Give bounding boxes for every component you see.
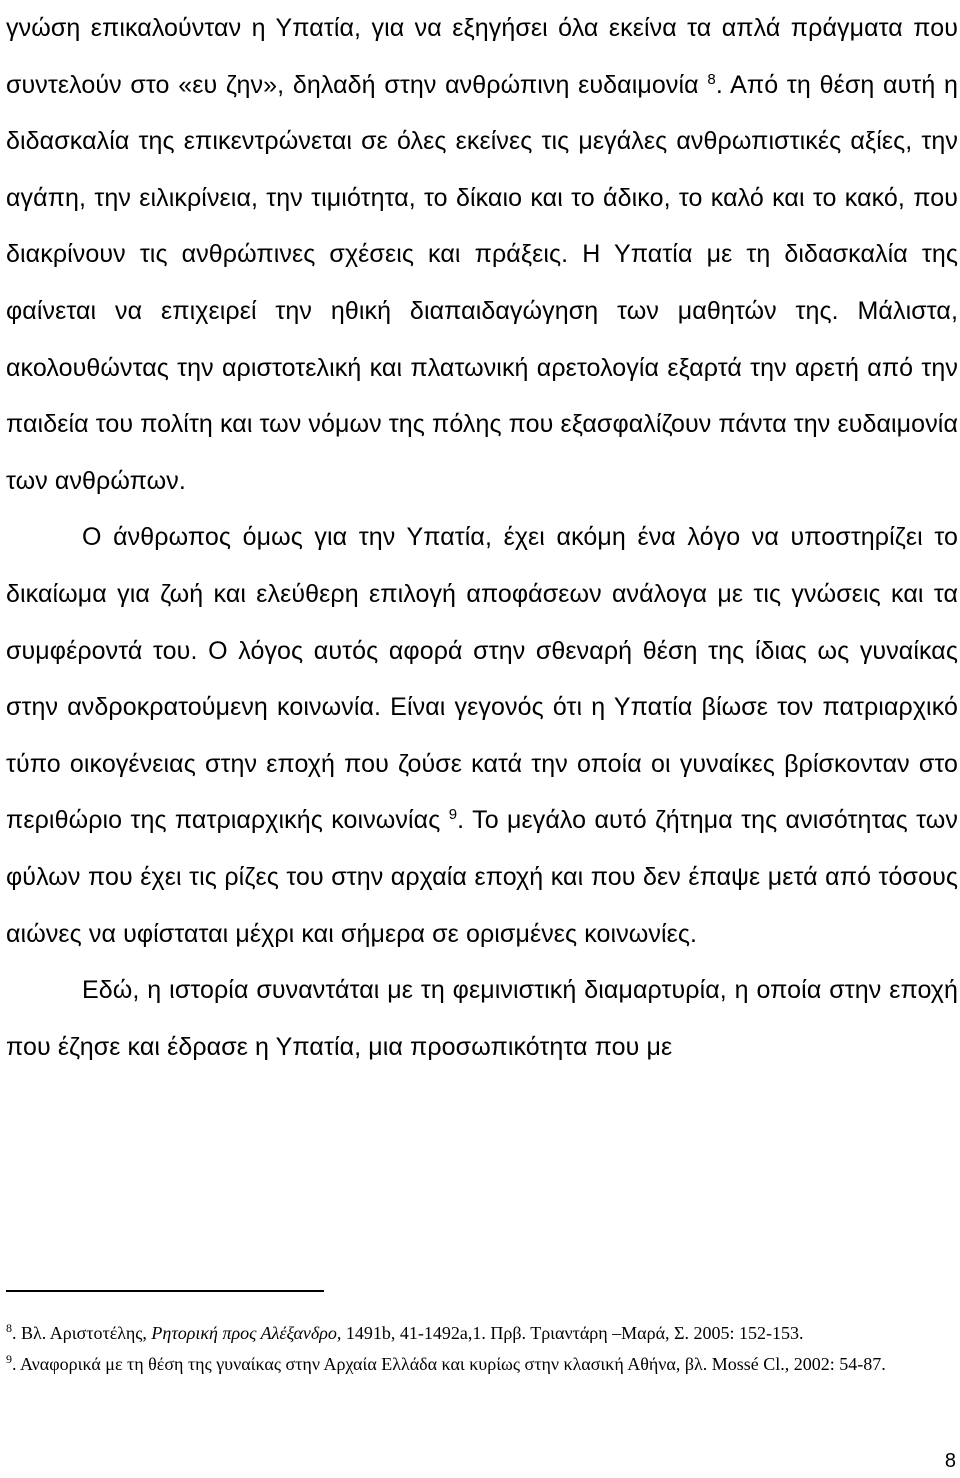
page-number: 8 bbox=[944, 1450, 956, 1472]
paragraph-1-text-b: . Από τη θέση αυτή η διδασκαλία της επικεντρώνεται σε όλες εκείνες τις μεγάλες ανθρωπιστικές αξίες, την αγάπη, την ειλικρίνεια, την τιμιότητα, το δίκαιο και το άδικο, το καλό και το κακό, που διακρίνουν τις ανθρώπινες σχέσεις και πράξεις. Η Υπατία με τη διδασκαλία της φαίνεται να επιχειρεί την ηθική διαπαιδαγώγηση των μαθητών της. Μάλιστα, ακολουθώντας την αριστοτελική και πλατωνική αρετολογία εξαρτά την αρετή από την παιδεία του πολίτη και των νόμων της πόλης που εξασφαλίζουν πάντα την ευδαιμονία των ανθρώπων. bbox=[6, 70, 958, 495]
body-text bbox=[6, 0, 958, 1075]
footnote-mark-9: 9 bbox=[6, 1352, 12, 1366]
footnotes bbox=[6, 1322, 958, 1384]
footnote-8-post: 1491b, 41-1492a,1. Πρβ. Τριαντάρη –Μαρά, Σ. 2005: 152-153. bbox=[341, 1323, 804, 1343]
footnote-8-pre: . Βλ. Αριστοτέλης, bbox=[12, 1323, 152, 1343]
footnote-9-text: . Αναφορικά με τη θέση της γυναίκας στην Αρχαία Ελλάδα και κυρίως στην κλασική Αθήνα, βλ. Mossé Cl., 2002: 54-87. bbox=[12, 1354, 886, 1374]
paragraph-2 bbox=[6, 509, 958, 962]
paragraph-2-text-a: Ο άνθρωπος όμως για την Υπατία, έχει ακόμη ένα λόγο να υποστηρίζει το δικαίωμα για ζωή και ελεύθερη επιλογή αποφάσεων ανάλογα με τις γνώσεις και τα συμφέροντά του. Ο λόγος αυτός αφορά στην σθεναρή θέση της ίδιας ως γυναίκας στην ανδροκρατούμενη κοινωνία. Είναι γεγονός ότι η Υπατία βίωσε τον πατριαρχικό τύπο οικογένειας στην εποχή που ζούσε κατά την οποία οι γυναίκες βρίσκονταν στο περιθώριο της πατριαρχικής κοινωνίας bbox=[6, 523, 958, 835]
footnote-9 bbox=[6, 1353, 958, 1376]
footnote-8-title: Ρητορική προς Αλέξανδρο, bbox=[151, 1323, 342, 1343]
paragraph-3 bbox=[6, 962, 958, 1075]
document-page bbox=[6, 0, 958, 1478]
paragraph-1-text-a: γνώση επικαλούνταν η Υπατία, για να εξηγήσει όλα εκείνα τα απλά πράγματα που συντελούν στο «ευ ζην», δηλαδή στην ανθρώπινη ευδαιμονία bbox=[6, 14, 958, 99]
footnote-ref-9[interactable]: 9 bbox=[448, 806, 458, 824]
paragraph-2-text-b: . Το μεγάλο αυτό ζήτημα της ανισότητας των φύλων που έχει τις ρίζες του στην αρχαία εποχή και που δεν έπαψε μετά από τόσους αιώνες να υφίσταται μέχρι και σήμερα σε ορισμένες κοινωνίες. bbox=[6, 806, 958, 948]
footnote-mark-8: 8 bbox=[6, 1321, 12, 1335]
footnote-8 bbox=[6, 1322, 958, 1345]
footnote-separator bbox=[6, 1290, 324, 1292]
footnote-ref-8[interactable]: 8 bbox=[707, 70, 716, 88]
paragraph-1 bbox=[6, 0, 958, 509]
paragraph-3-text: Εδώ, η ιστορία συναντάται με τη φεμινιστική διαμαρτυρία, η οποία στην εποχή που έζησε και έδρασε η Υπατία, μια προσωπικότητα που με bbox=[6, 976, 958, 1061]
